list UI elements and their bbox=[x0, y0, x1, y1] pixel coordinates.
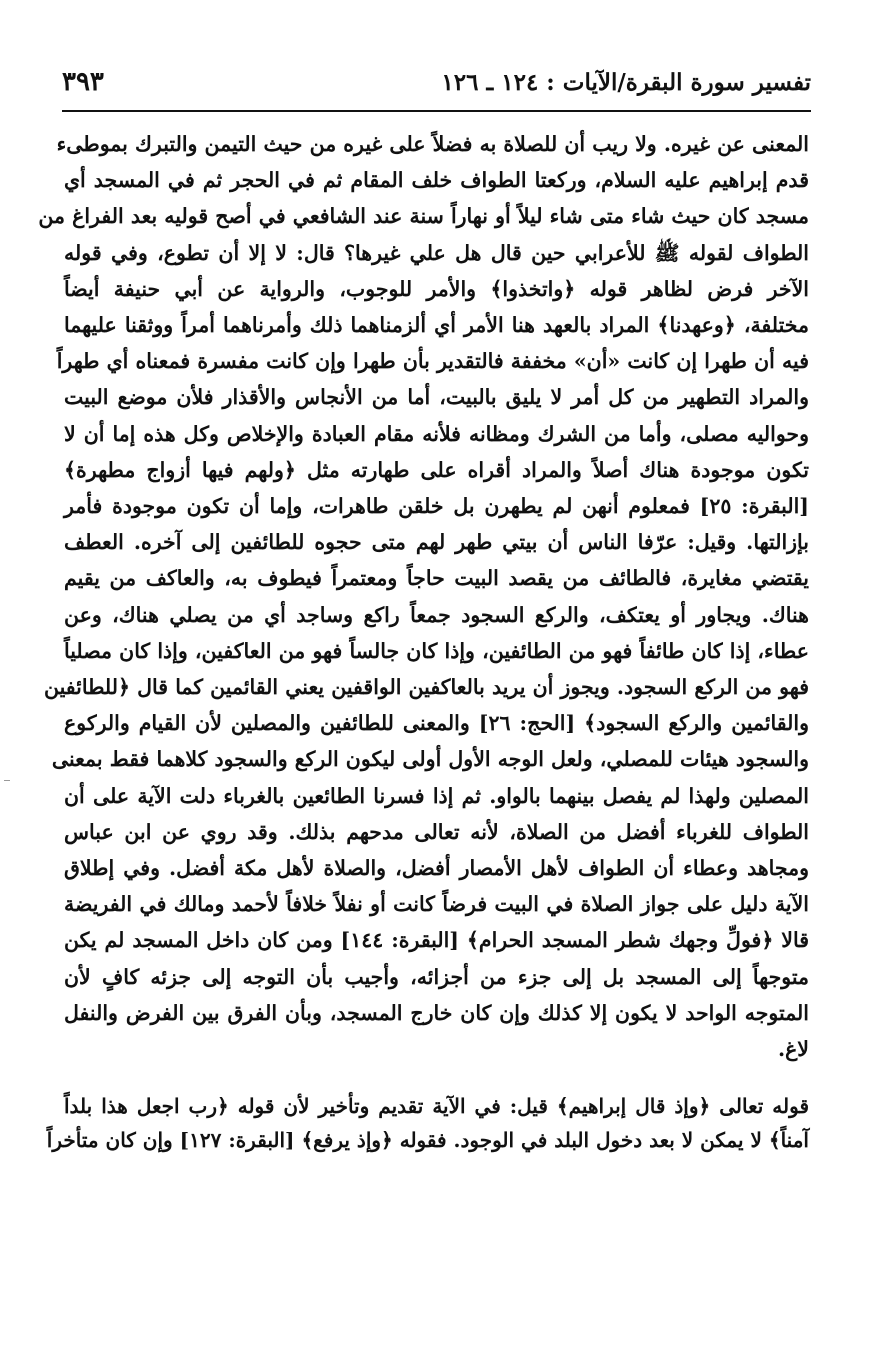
text-line: هناك. ويجاور أو يعتكف، والركع السجود جمعاً راكع وساجد أي من يصلي هناك، وعن bbox=[64, 602, 809, 627]
text-line: وحواليه مصلى، وأما من الشرك ومظانه فلأنه مقام العبادة والإخلاص وكل هذه إما أن لا bbox=[64, 421, 809, 446]
text-line: قالا ﴿فولِّ وجهك شطر المسجد الحرام﴾ [البقرة: ١٤٤] ومن كان داخل المسجد لم يكن bbox=[64, 928, 809, 953]
text-line: [البقرة: ٢٥] فمعلوم أنهن لم يطهرن بل خلقن طاهرات، وإما أن تكون موجودة فأمر bbox=[64, 494, 809, 519]
text-line: قدم إبراهيم عليه السلام، وركعتا الطواف خلف المقام ثم في الحجر ثم في المسجد أي bbox=[64, 168, 809, 193]
margin-mark bbox=[4, 780, 10, 781]
text-line: المتوجه الواحد لا يكون إلا كذلك وإن كان خارج المسجد، وبأن الفرق بين الفرض والنفل bbox=[64, 1000, 809, 1025]
text-line: المعنى عن غيره. ولا ريب أن للصلاة به فضلاً على غيره من حيث التيمن والتبرك بموطىء bbox=[56, 132, 809, 156]
body-text bbox=[38, 126, 810, 1157]
text-line: قوله تعالى ﴿وإذ قال إبراهيم﴾ قيل: في الآية تقديم وتأخير لأن قوله ﴿رب اجعل هذا بلداً bbox=[64, 1094, 809, 1119]
text-line: المصلين ولهذا لم يفصل بينهما بالواو. ثم إذا فسرنا الطائعين بالغرباء دلت الآية على أن bbox=[64, 783, 809, 808]
text-line: مختلفة، ﴿وعهدنا﴾ المراد بالعهد هنا الأمر أي ألزمناهما ذلك وأمرناهما أمراً ووثقنا عليهما bbox=[64, 313, 809, 338]
text-line: الطواف للغرباء أفضل من الصلاة، لأنه تعالى مدحهم بذلك. وقد روي عن ابن عباس bbox=[64, 819, 809, 844]
text-line: الآية دليل على جواز الصلاة في البيت فرضاً كانت أو نفلاً خلافاً لأحمد ومالك في الفريضة bbox=[64, 892, 809, 917]
text-line: والمراد التطهير من كل أمر لا يليق بالبيت، أما من الأنجاس والأقذار فلأن موضع البيت bbox=[64, 385, 809, 410]
text-line: متوجهاً إلى المسجد بل إلى جزء من أجزائه، وأجيب بأن التوجه إلى جزئه كافٍ لأن bbox=[64, 964, 809, 989]
text-line: بإزالتها. وقيل: عرّفا الناس أن بيتي طهر لهم متى حجوه للطائفين إلى آخره. العطف bbox=[64, 530, 809, 555]
running-header bbox=[62, 60, 811, 104]
text-line: فهو من الركع السجود. ويجوز أن يريد بالعاكفين الواقفين يعني القائمين كما قال ﴿للطائفين bbox=[44, 675, 809, 700]
text-line: الآخر فرض لظاهر قوله ﴿واتخذوا﴾ والأمر للوجوب، والرواية عن أبي حنيفة أيضاً bbox=[64, 276, 809, 301]
paragraph-2 bbox=[46, 1089, 809, 1157]
text-line: ومجاهد وعطاء أن الطواف لأهل الأمصار أفضل، والصلاة لأهل مكة أفضل. وفي إطلاق bbox=[64, 856, 809, 881]
paragraph-1 bbox=[38, 126, 810, 1067]
text-line: تكون موجودة هناك أصلاً والمراد أقراه على طهارته مثل ﴿ولهم فيها أزواج مطهرة﴾ bbox=[64, 457, 809, 482]
text-line: عطاء، إذا كان طائفاً فهو من الطائفين، وإذا كان جالساً فهو من العاكفين، وإذا كان مصلياً bbox=[64, 638, 809, 663]
text-line: والسجود هيئات للمصلي، ولعل الوجه الأول أولى ليكون الركع والسجود كلاهما فقط بمعنى bbox=[51, 747, 809, 772]
text-line: مسجد كان حيث شاء متى شاء ليلاً أو نهاراً سنة عند الشافعي في أصح قوليه بعد الفراغ من bbox=[38, 204, 809, 229]
header-rule bbox=[62, 110, 811, 112]
text-line: فيه أن طهرا إن كانت «أن» مخففة فالتقدير بأن طهرا وإن كانت مفسرة فمعناه أي طهراً bbox=[56, 349, 809, 374]
text-line: يقتضي مغايرة، فالطائف من يقصد البيت حاجاً ومعتمراً فيطوف به، والعاكف من يقيم bbox=[64, 566, 809, 591]
text-line: والقائمين والركع السجود﴾ [الحج: ٢٦] والمعنى للطائفين والمصلين لأن القيام والركوع bbox=[64, 711, 810, 736]
header-title: تفسير سورة البقرة/الآيات : ١٢٤ ـ ١٢٦ bbox=[441, 68, 811, 96]
text-line: لاغ. bbox=[777, 1037, 809, 1062]
text-line: الطواف لقوله ﷺ للأعرابي حين قال هل علي غيرها؟ قال: لا إلا أن تطوع، وفي قوله bbox=[64, 240, 809, 265]
page-number: ٣٩٣ bbox=[62, 67, 104, 97]
text-line: آمناً﴾ لا يمكن لا بعد دخول البلد في الوجود. فقوله ﴿وإذ يرفع﴾ [البقرة: ١٢٧] وإن كان متأخراً bbox=[46, 1128, 809, 1153]
